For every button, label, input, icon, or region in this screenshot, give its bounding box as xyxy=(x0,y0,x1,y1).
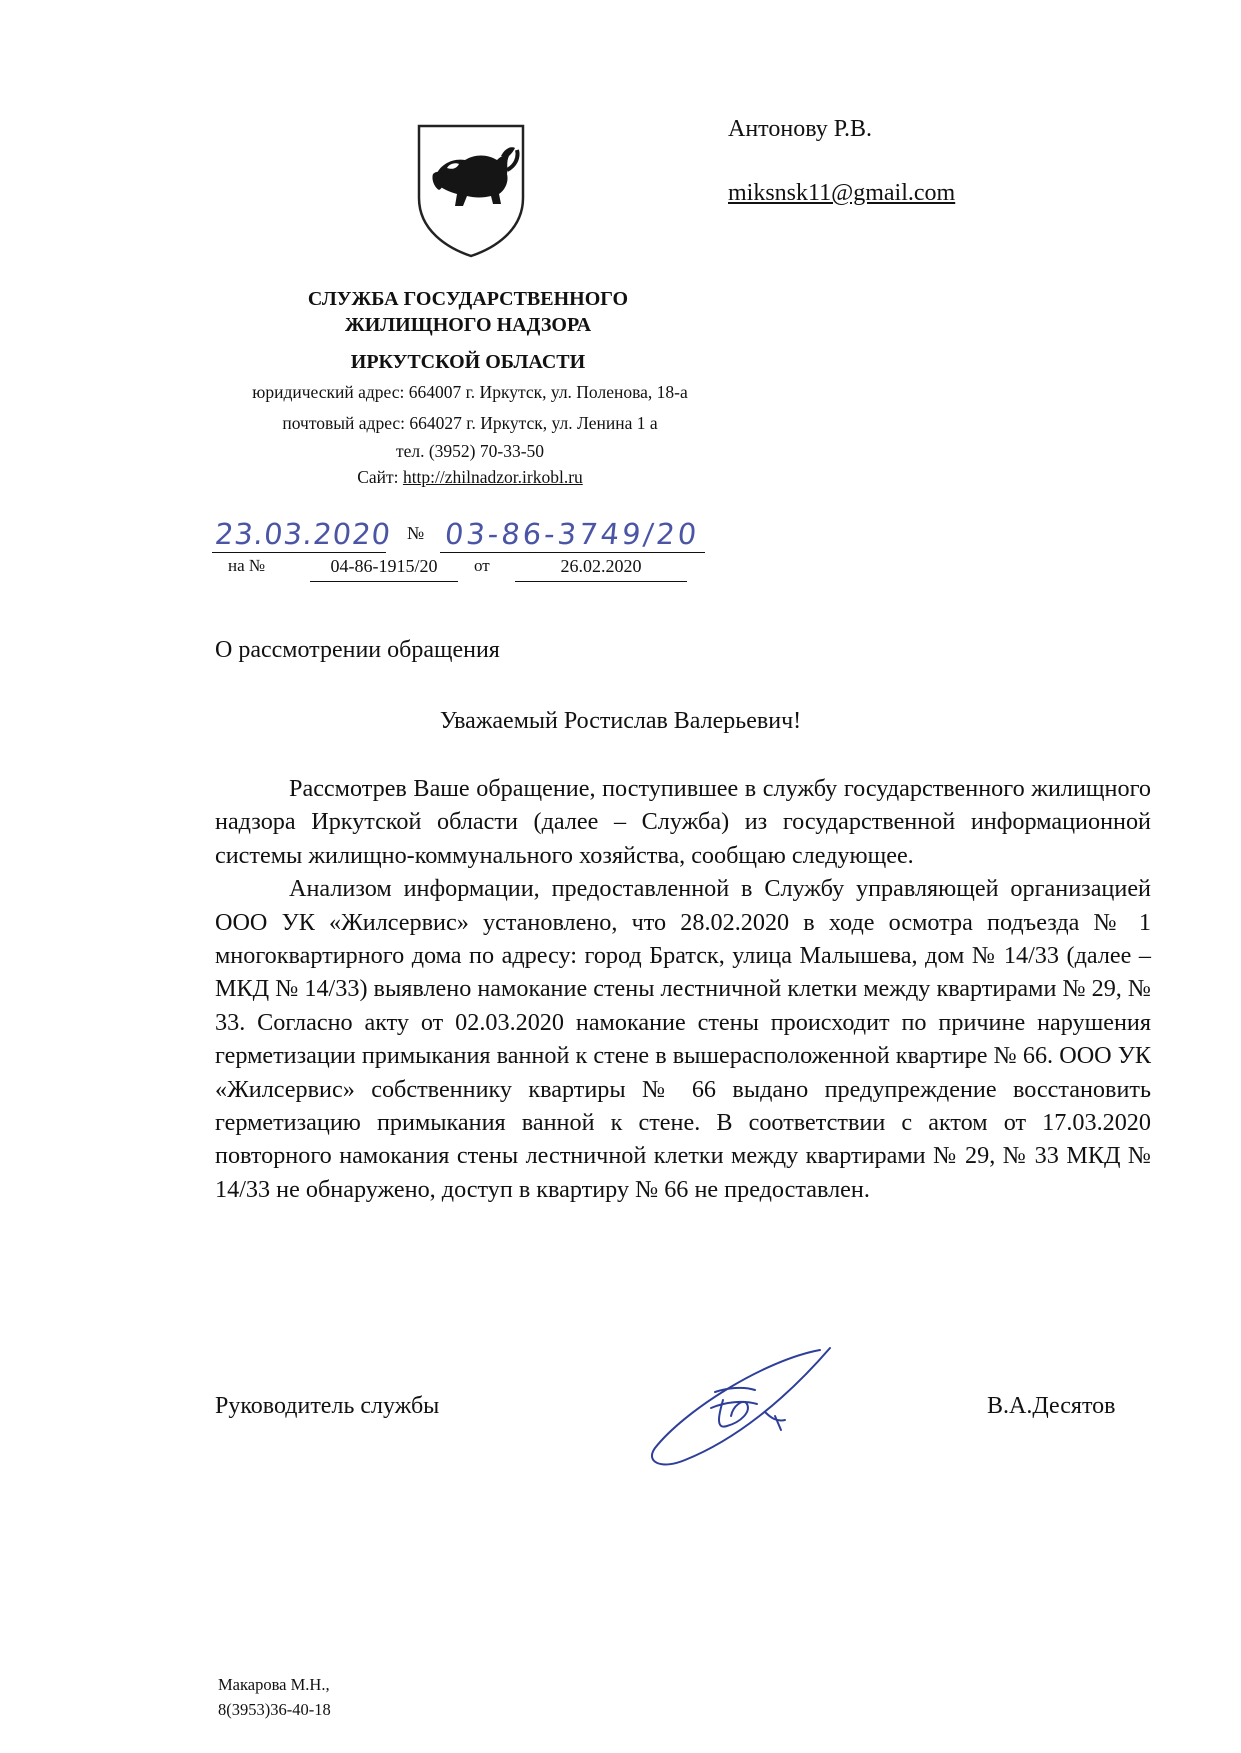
irkutsk-coat-of-arms-icon xyxy=(413,120,529,260)
body-paragraph-1: Рассмотрев Ваше обращение, поступившее в службу государственного жилищного надзора Иркутской области (далее – Служба) из государственной информационной системы жилищно-коммунального хозяйства, сообщаю следующее. xyxy=(215,775,1151,869)
sender-site-link[interactable]: http://zhilnadzor.irkobl.ru xyxy=(402,467,583,487)
registration-number: 03-86-3749/20 xyxy=(443,517,702,551)
reference-date-underline xyxy=(515,581,687,582)
registration-date-underline xyxy=(212,552,386,553)
sender-postal-address: почтовый адрес: 664027 г. Иркутск, ул. Ленина 1 а xyxy=(282,413,658,433)
letter-body xyxy=(215,772,1151,1206)
reference-date: 26.02.2020 xyxy=(560,556,642,576)
reference-number-underline xyxy=(310,581,458,582)
letter-greeting: Уважаемый Ростислав Валерьевич! xyxy=(439,708,802,734)
recipient-name: Антонову Р.В. xyxy=(728,116,873,142)
sender-phone: тел. (3952) 70-33-50 xyxy=(395,441,545,461)
sender-org-line1: СЛУЖБА ГОСУДАРСТВЕННОГО xyxy=(307,288,629,310)
sender-legal-address: юридический адрес: 664007 г. Иркутск, ул. Поленова, 18-а xyxy=(252,382,688,402)
reference-date-label: от xyxy=(474,556,490,575)
registration-number-underline xyxy=(440,552,705,553)
sender-org-line2: ЖИЛИЩНОГО НАДЗОРА xyxy=(344,314,592,336)
executor-name: Макарова М.Н., xyxy=(218,1675,330,1694)
sender-site xyxy=(200,467,740,488)
recipient-email[interactable]: miksnsk11@gmail.com xyxy=(728,180,956,206)
signer-position: Руководитель службы xyxy=(215,1393,440,1419)
reference-number: 04-86-1915/20 xyxy=(330,556,438,576)
sender-site-label: Сайт: xyxy=(357,467,403,487)
signer-name: В.А.Десятов xyxy=(987,1393,1116,1419)
handwritten-signature-icon xyxy=(615,1330,875,1480)
registration-date: 23.03.2020 xyxy=(213,517,393,551)
sender-org-line3: ИРКУТСКОЙ ОБЛАСТИ xyxy=(350,351,586,373)
reference-number-label: на № xyxy=(228,556,266,575)
registration-number-label: № xyxy=(407,523,425,543)
executor-phone: 8(3953)36-40-18 xyxy=(218,1700,331,1719)
letter-subject: О рассмотрении обращения xyxy=(215,637,500,663)
body-paragraph-2: Анализом информации, предоставленной в Службу управляющей организацией ООО УК «Жилсервис» установлено, что 28.02.2020 в ходе осмотра подъезда № 1 многоквартирного дома по адресу: город Братск, улица Малышева, дом № 14/33 (далее – МКД № 14/33) выявлено намокание стены лестничной клетки между квартирами № 29, № 33. Согласно акту от 02.03.2020 намокание стены происходит по причине нарушения герметизации примыкания ванной к стене в вышерасположенной квартире № 66. ООО УК «Жилсервис» собственнику квартиры № 66 выдано предупреждение восстановить герметизацию примыкания ванной к стене. В соответствии с актом от 17.03.2020 повторного намокания стены лестничной клетки между квартирами № 29, № 33 МКД № 14/33 не обнаружено, доступ в квартиру № 66 не предоставлен. xyxy=(215,875,1151,1203)
